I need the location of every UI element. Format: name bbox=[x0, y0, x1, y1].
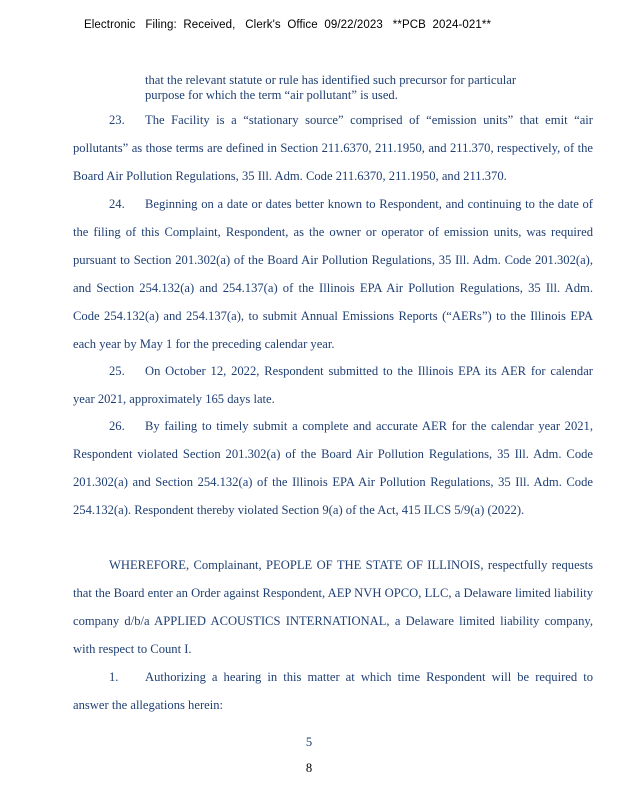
paragraph-number: 25. bbox=[109, 364, 125, 378]
wherefore-clause: WHEREFORE, Complainant, PEOPLE OF THE STATE OF ILLINOIS, respectfully requests that the Board enter an Order against Respondent, AEP NVH OPCO, LLC, a Delaware limited liability company d/b/a APPLIED ACOUSTICS INTERNATIONAL, a Delaware limited liability company, with respect to Count I. bbox=[73, 558, 593, 656]
paragraph-text: On October 12, 2022, Respondent submitted to the Illinois EPA its AER for calendar year 2021, approximately 165 days late. bbox=[73, 364, 593, 406]
paragraph-number: 26. bbox=[109, 419, 125, 433]
filing-header: Electronic Filing: Received, Clerk's Office 09/22/2023 **PCB 2024-021** bbox=[84, 19, 492, 31]
quote-line-1: that the relevant statute or rule has identified such precursor for particular bbox=[145, 73, 517, 87]
paragraph-text: By failing to timely submit a complete and accurate AER for the calendar year 2021, Respondent violated Section 201.302(a) of the Board Air Pollution Regulations, 35 Ill. Adm. Code 201.302(a) and Section 254.132(a) of the Illinois EPA Air Pollution Regulations, 35 Ill. Adm. Code 254.132(a). Respondent thereby violated Section 9(a) of the Act, 415 ILCS 5/9(a) (2022). bbox=[73, 419, 593, 517]
pdf-page-number: 8 bbox=[305, 761, 313, 775]
paragraph-24 bbox=[73, 191, 593, 358]
quote-block bbox=[145, 73, 565, 102]
paragraph-number: 23. bbox=[109, 113, 125, 127]
paragraph-text: Beginning on a date or dates better known to Respondent, and continuing to the date of the filing of this Complaint, Respondent, as the owner or operator of emission units, was required pursuant to Section 201.302(a) of the Board Air Pollution Regulations, 35 Ill. Adm. Code 201.302(a), and Section 254.132(a) and 254.137(a) of the Illinois EPA Air Pollution Regulations, 35 Ill. Adm. Code 254.132(a) and 254.137(a), to submit Annual Emissions Reports (“AERs”) to the Illinois EPA each year by May 1 for the preceding calendar year. bbox=[73, 197, 593, 351]
relief-number: 1. bbox=[109, 670, 119, 684]
relief-text: Authorizing a hearing in this matter at which time Respondent will be required to answer the allegations herein: bbox=[73, 670, 593, 712]
paragraph-26 bbox=[73, 413, 593, 525]
paragraph-23 bbox=[73, 107, 593, 191]
page-number: 5 bbox=[305, 735, 313, 749]
paragraph-number: 24. bbox=[109, 197, 125, 211]
paragraph-25 bbox=[73, 358, 593, 414]
paragraph-text: The Facility is a “stationary source” comprised of “emission units” that emit “air pollutants” as those terms are defined in Section 211.6370, 211.1950, and 211.370, respectively, of the Board Air Pollution Regulations, 35 Ill. Adm. Code 211.6370, 211.1950, and 211.370. bbox=[73, 113, 593, 183]
relief-item-1 bbox=[73, 664, 593, 720]
quote-line-2: purpose for which the term “air pollutant” is used. bbox=[145, 87, 398, 102]
